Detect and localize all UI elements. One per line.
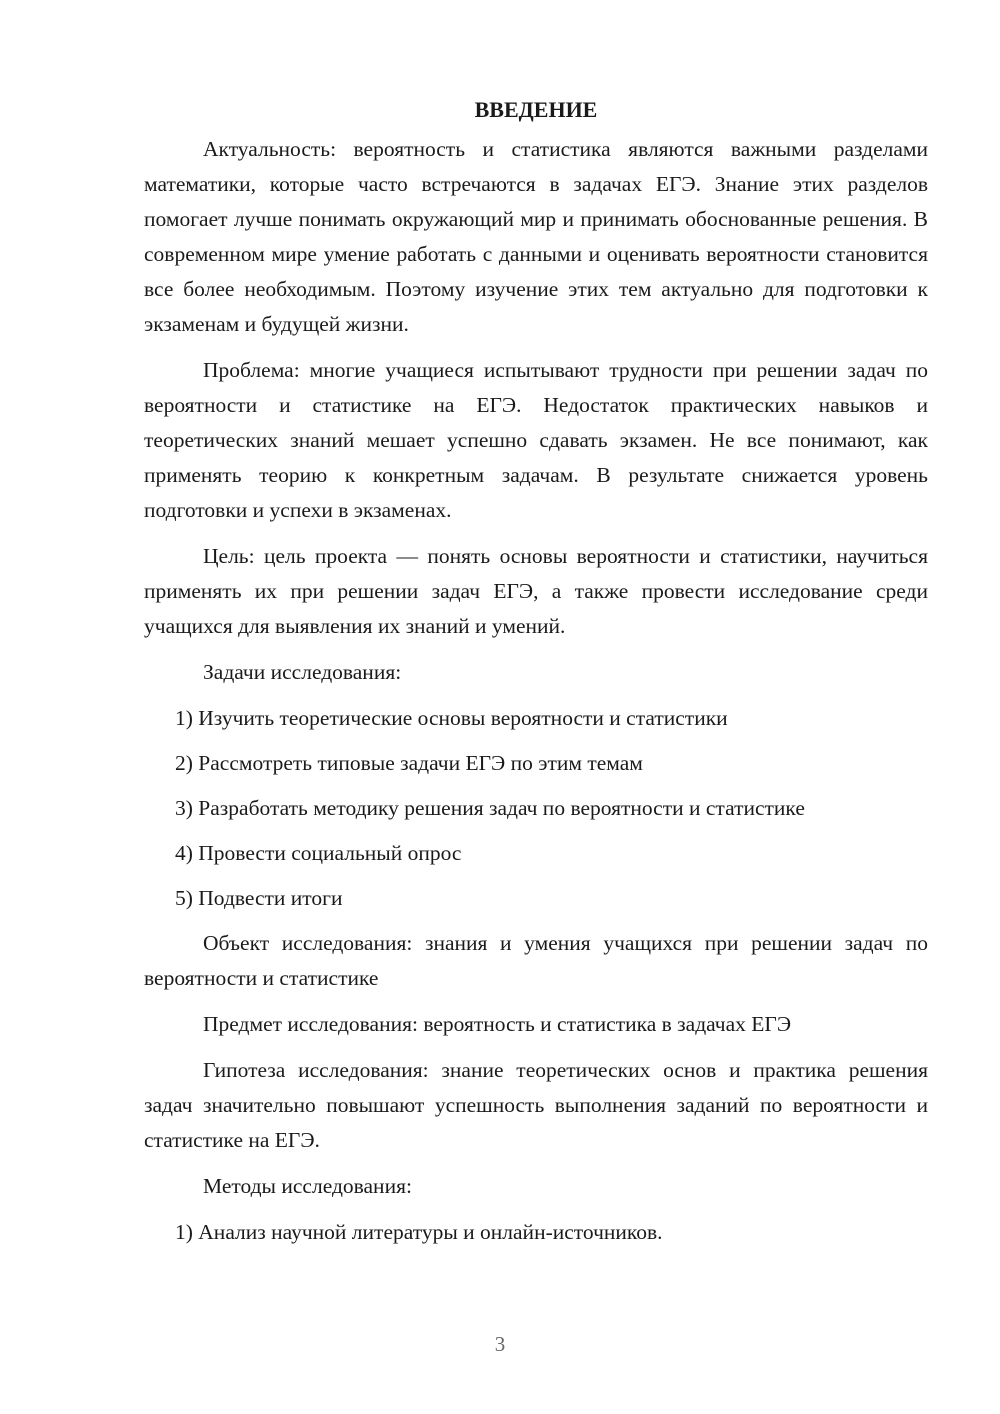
paragraph-goal: Цель: цель проекта — понять основы вероятности и статистики, научиться применять их при решении задач ЕГЭ, а также провести исследование среди учащихся для выявления их знаний и умений. — [144, 544, 928, 638]
list-item: 1) Изучить теоретические основы вероятности и статистики — [175, 706, 728, 730]
list-item: 3) Разработать методику решения задач по вероятности и статистике — [175, 796, 805, 820]
paragraph-hypothesis: Гипотеза исследования: знание теоретических основ и практика решения задач значительно повышают успешность выполнения заданий по вероятности и статистике на ЕГЭ. — [144, 1058, 928, 1152]
paragraph-relevance: Актуальность: вероятность и статистика являются важными разделами математики, которые часто встречаются в задачах ЕГЭ. Знание этих разделов помогает лучше понимать окружающий мир и принимать обоснованные решения. В современном мире умение работать с данными и оценивать вероятности становится все более необходимым. Поэтому изучение этих тем актуально для подготовки к экзаменам и будущей жизни. — [144, 137, 928, 336]
paragraph-subject: Предмет исследования: вероятность и статистика в задачах ЕГЭ — [203, 1012, 792, 1036]
section-heading: ВВЕДЕНИЕ — [474, 97, 598, 122]
methods-label: Методы исследования: — [203, 1174, 412, 1198]
paragraph-object: Объект исследования: знания и умения учащихся при решении задач по вероятности и статистике — [144, 931, 928, 990]
paragraph-problem: Проблема: многие учащиеся испытывают трудности при решении задач по вероятности и статистике на ЕГЭ. Недостаток практических навыков и теоретических знаний мешает успешно сдавать экзамен. Не все понимают, как применять теорию к конкретным задачам. В результате снижается уровень подготовки и успехи в экзаменах. — [144, 358, 928, 522]
list-item: 5) Подвести итоги — [175, 886, 343, 910]
list-item: 1) Анализ научной литературы и онлайн-источников. — [175, 1220, 663, 1244]
page-number: 3 — [494, 1332, 506, 1356]
list-item: 4) Провести социальный опрос — [175, 841, 462, 865]
tasks-label: Задачи исследования: — [203, 660, 402, 684]
document-page — [144, 92, 928, 1260]
methods-list — [144, 1215, 928, 1250]
tasks-list — [144, 701, 928, 916]
list-item: 2) Рассмотреть типовые задачи ЕГЭ по этим темам — [175, 751, 643, 775]
